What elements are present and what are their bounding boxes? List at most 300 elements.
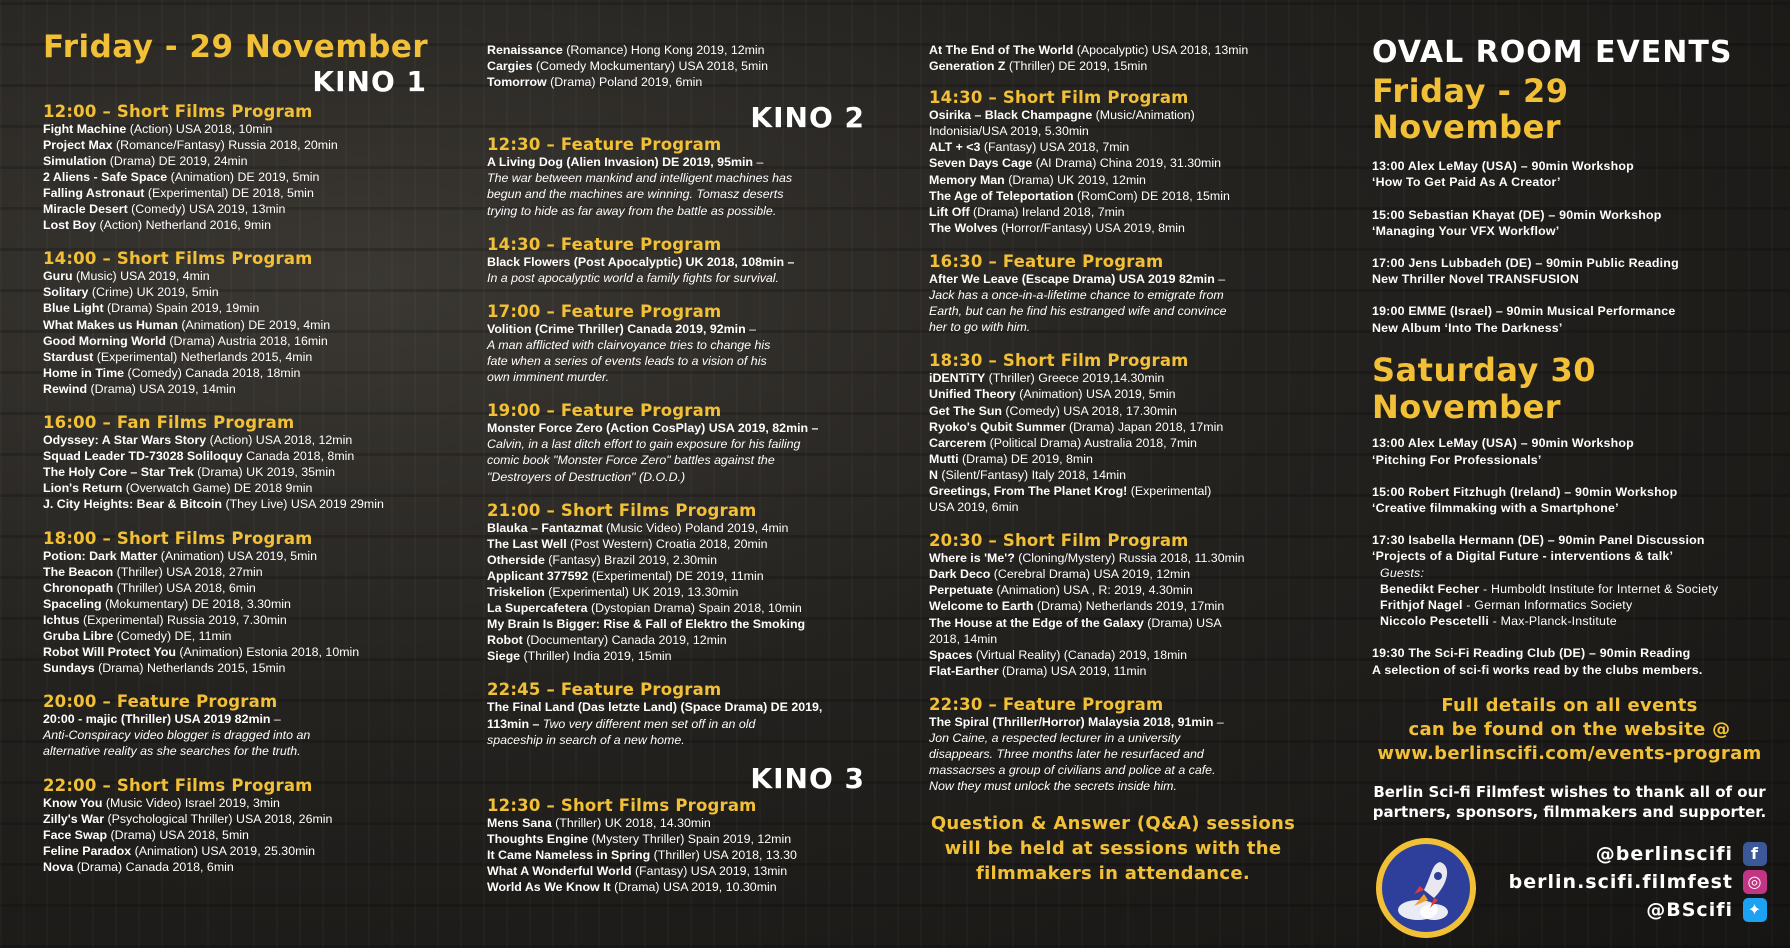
film-title: Applicant 377592 xyxy=(487,568,589,583)
film-title: Tomorrow xyxy=(487,75,547,90)
film-entry xyxy=(487,632,867,648)
oval-saturday-title: Saturday 30 November xyxy=(1372,350,1597,426)
film-synopsis: trying to hide as far away from the battle as possible. xyxy=(487,203,777,218)
event-title: ‘Pitching For Professionals’ xyxy=(1372,452,1542,467)
film-title: The Spiral (Thriller/Horror) Malaysia 2018, 91min xyxy=(929,714,1214,729)
film-title: Triskelion xyxy=(487,584,545,599)
film-synopsis: own imminent murder. xyxy=(487,370,610,385)
film-details: (Comedy) USA 2019, 13min xyxy=(127,202,286,217)
event-title: ‘Creative filmmaking with a Smartphone’ xyxy=(1372,500,1619,515)
film-entry xyxy=(43,333,433,349)
facebook-icon[interactable]: f xyxy=(1743,842,1767,866)
event-time-speaker: 19:00 EMME (Israel) – 90min Musical Performance xyxy=(1372,304,1676,319)
film-synopsis: In a post apocalyptic world a family fights for survival. xyxy=(487,270,779,285)
program-block xyxy=(43,777,433,875)
program-time-heading: 22:30 – Feature Program xyxy=(929,694,1164,714)
film-entry xyxy=(929,663,1309,679)
program-block xyxy=(487,402,867,484)
film-details: – xyxy=(270,712,281,727)
film-title: Perpetuate xyxy=(929,583,994,598)
oval-event xyxy=(1372,484,1767,516)
film-details: (Thriller) USA 2018, 27min xyxy=(113,564,263,579)
film-title: iDENTiTY xyxy=(929,371,986,386)
guests-label: Guests: xyxy=(1380,565,1425,580)
film-title: Home in Time xyxy=(43,365,125,380)
film-entry xyxy=(43,564,433,580)
film-entry xyxy=(43,217,433,233)
film-details: (Drama) USA 2019, 11min xyxy=(998,663,1147,678)
film-details: (Drama) USA xyxy=(1143,615,1222,630)
film-entry xyxy=(43,381,433,397)
film-details: (Comedy Mockumentary) USA 2018, 5min xyxy=(532,59,768,74)
film-entry xyxy=(43,317,433,333)
film-synopsis: Jon Caine, a respected lecturer in a university xyxy=(929,731,1181,745)
program-time-heading: 12:30 – Short Films Program xyxy=(487,795,757,815)
film-details: (Animation) USA , R: 2019, 4.30min xyxy=(993,583,1193,598)
film-details: (Comedy) DE, 11min xyxy=(113,628,232,643)
guest-affiliation: - German Informatics Society xyxy=(1462,597,1633,612)
film-entry xyxy=(487,420,867,436)
program-time-heading: 18:00 – Short Films Program xyxy=(43,528,313,548)
social-handle[interactable]: berlin.scifi.filmfest xyxy=(1508,870,1733,893)
film-details: (They Live) USA 2019 29min xyxy=(222,497,384,512)
film-entry xyxy=(487,600,867,616)
oval-event xyxy=(1372,303,1767,335)
film-entry xyxy=(43,811,433,827)
film-details: 2018, 14min xyxy=(929,631,998,646)
film-title: Spaceling xyxy=(43,596,102,611)
film-entry xyxy=(929,155,1309,171)
film-entry xyxy=(487,648,867,664)
guest-affiliation: - Max-Planck-Institute xyxy=(1488,614,1617,629)
film-title: Feline Paradox xyxy=(43,843,132,858)
film-details: (Fantasy) USA 2018, 7min xyxy=(980,140,1130,155)
film-details: (Thriller) USA 2018, 6min xyxy=(113,580,256,595)
event-title: ‘How To Get Paid As A Creator’ xyxy=(1372,175,1561,190)
film-title: The Age of Teleportation xyxy=(929,188,1074,203)
film-entry xyxy=(929,483,1309,499)
film-details: (Drama) Ireland 2018, 7min xyxy=(969,204,1125,219)
guest-entry xyxy=(1372,581,1767,597)
film-entry xyxy=(487,42,867,58)
film-title: Lift Off xyxy=(929,204,970,219)
film-title: The Beacon xyxy=(43,564,114,579)
social-handle-row[interactable] xyxy=(1509,870,1767,894)
film-entry xyxy=(43,284,433,300)
film-synopsis: Two very different men set off in an old xyxy=(539,716,756,731)
film-details: (Crime) UK 2019, 5min xyxy=(88,285,219,300)
film-title: Ichtus xyxy=(43,612,80,627)
program-time-heading: 16:30 – Feature Program xyxy=(929,251,1164,271)
instagram-icon[interactable]: ◎ xyxy=(1743,870,1767,894)
film-entry xyxy=(487,699,867,715)
film-entry xyxy=(929,566,1309,582)
film-title: Spaces xyxy=(929,647,973,662)
film-synopsis: begun and the machines are winning. Tomasz deserts xyxy=(487,187,784,202)
film-entry xyxy=(929,419,1309,435)
column-kino-1 xyxy=(43,30,433,892)
film-details: (Thriller) Greece 2019,14.30min xyxy=(985,371,1165,386)
guest-name: Frithjof Nagel xyxy=(1380,597,1463,612)
film-title: 113min – xyxy=(487,716,540,731)
film-title: Memory Man xyxy=(929,172,1005,187)
social-handle-row[interactable] xyxy=(1596,842,1767,866)
film-entry xyxy=(929,58,1309,74)
film-entry xyxy=(929,598,1309,614)
film-entry xyxy=(929,550,1309,566)
program-time-heading: 14:30 – Feature Program xyxy=(487,234,722,254)
guest-name: Benedikt Fecher xyxy=(1380,581,1480,596)
film-entry xyxy=(487,254,867,270)
film-title: Siege xyxy=(487,649,521,664)
film-details: Indonisia/USA 2019, 5.30min xyxy=(929,124,1089,139)
program-block xyxy=(487,303,867,385)
film-details: (Drama) Poland 2019, 6min xyxy=(546,75,703,90)
social-area xyxy=(1372,836,1767,946)
film-entry xyxy=(487,536,867,552)
film-synopsis: spaceship in search of a new home. xyxy=(487,732,685,747)
film-details: – xyxy=(753,155,764,170)
film-entry xyxy=(43,660,433,676)
film-title: Good Morning World xyxy=(43,333,166,348)
program-block xyxy=(43,530,433,677)
film-synopsis: comic book "Monster Force Zero" battles against the xyxy=(487,453,775,468)
film-title: Mutti xyxy=(929,451,959,466)
film-entry xyxy=(43,612,433,628)
social-handle[interactable]: @berlinscifi xyxy=(1595,842,1733,865)
film-title: 20:00 - majic (Thriller) USA 2019 82min xyxy=(43,712,271,727)
film-details: (Drama) Netherlands 2015, 15min xyxy=(94,661,286,676)
film-details: (Animation) USA 2019, 5min xyxy=(157,548,318,563)
film-entry xyxy=(487,863,867,879)
film-details: (Overwatch Game) DE 2018 9min xyxy=(122,481,313,496)
film-synopsis: A man afflicted with clairvoyance tries to change his xyxy=(487,337,771,352)
film-details: (Experimental) UK 2019, 13.30min xyxy=(544,584,739,599)
program-time-heading: 14:30 – Short Film Program xyxy=(929,88,1189,108)
film-entry xyxy=(929,647,1309,663)
event-time-speaker: 15:00 Sebastian Khayat (DE) – 90min Workshop xyxy=(1372,207,1662,222)
film-title: Falling Astronaut xyxy=(43,186,145,201)
film-title: The Wolves xyxy=(929,220,998,235)
column-oval-room xyxy=(1372,36,1767,946)
film-details: (Political Drama) Australia 2018, 7min xyxy=(986,435,1197,450)
event-time-speaker: 17:00 Jens Lubbadeh (DE) – 90min Public Reading xyxy=(1372,255,1679,270)
film-synopsis: fate when a series of events leads to a vision of his xyxy=(487,354,767,369)
film-title: Cargies xyxy=(487,59,533,74)
film-entry xyxy=(929,370,1309,386)
film-entry xyxy=(929,42,1309,58)
film-title: Volition (Crime Thriller) Canada 2019, 92min xyxy=(487,321,746,336)
film-details: (AI Drama) China 2019, 31.30min xyxy=(1032,156,1222,171)
film-details: (Cerebral Drama) USA 2019, 12min xyxy=(990,567,1191,582)
film-entry xyxy=(487,716,867,732)
film-entry xyxy=(487,520,867,536)
program-block xyxy=(929,352,1309,515)
event-time-speaker: 13:00 Alex LeMay (USA) – 90min Workshop xyxy=(1372,436,1634,451)
film-details: (Drama) DE 2019, 8min xyxy=(958,451,1093,466)
film-entry xyxy=(929,615,1309,631)
film-title: Face Swap xyxy=(43,827,108,842)
film-entry xyxy=(43,300,433,316)
film-title: J. City Heights: Bear & Bitcoin xyxy=(43,497,223,512)
film-title: Black Flowers (Post Apocalyptic) UK 2018, 108min – xyxy=(487,254,795,269)
website-link[interactable]: www.berlinscifi.com/events-program xyxy=(1377,742,1762,764)
oval-event xyxy=(1372,207,1767,239)
program-time-heading: 16:00 – Fan Films Program xyxy=(43,413,295,433)
film-title: Blue Light xyxy=(43,301,104,316)
kino-2-continued-list xyxy=(929,42,1309,74)
film-entry xyxy=(929,172,1309,188)
film-title: Flat-Earther xyxy=(929,663,999,678)
film-title: Get The Sun xyxy=(929,403,1002,418)
film-title: Squad Leader TD-73028 Soliloquy xyxy=(43,449,243,464)
film-entry xyxy=(487,847,867,863)
kino-2-schedule xyxy=(487,136,867,747)
social-handle-row[interactable] xyxy=(1646,898,1767,922)
kino-1-schedule xyxy=(43,103,433,875)
festival-logo xyxy=(1376,838,1476,938)
film-synopsis: The war between mankind and intelligent machines has xyxy=(487,171,793,186)
film-title: The Holy Core – Star Trek xyxy=(43,465,194,480)
program-time-heading: 12:00 – Short Films Program xyxy=(43,101,313,121)
film-title: Ryoko's Qubit Summer xyxy=(929,419,1066,434)
film-title: Miracle Desert xyxy=(43,202,128,217)
program-block xyxy=(929,696,1309,794)
program-block xyxy=(487,136,867,218)
film-entry xyxy=(43,432,433,448)
film-title: Generation Z xyxy=(929,59,1006,74)
film-title: Thoughts Engine xyxy=(487,831,589,846)
film-title: Guru xyxy=(43,269,73,284)
film-entry xyxy=(929,714,1309,730)
film-details: (Comedy) Canada 2018, 18min xyxy=(124,365,301,380)
film-details: (Action) Netherland 2016, 9min xyxy=(96,218,271,233)
film-entry xyxy=(43,480,433,496)
film-synopsis: Earth, but can he find his estranged wife and convince xyxy=(929,304,1227,319)
film-details: (Drama) USA 2018, 5min xyxy=(107,827,249,842)
film-details: (Music Video) Israel 2019, 3min xyxy=(102,795,280,810)
film-entry xyxy=(929,386,1309,402)
film-entry xyxy=(929,107,1309,123)
film-details: (Mystery Thriller) Spain 2019, 12min xyxy=(588,831,792,846)
film-title: Solitary xyxy=(43,285,89,300)
film-title: What Makes us Human xyxy=(43,317,178,332)
film-entry xyxy=(43,268,433,284)
program-time-heading: 22:45 – Feature Program xyxy=(487,680,722,700)
film-entry xyxy=(487,831,867,847)
film-entry xyxy=(929,123,1309,139)
film-title: Odyssey: A Star Wars Story xyxy=(43,433,207,448)
film-title: The House at the Edge of the Galaxy xyxy=(929,615,1144,630)
film-details: (Cloning/Mystery) Russia 2018, 11.30min xyxy=(1014,551,1245,566)
film-title: The Last Well xyxy=(487,536,567,551)
program-block xyxy=(43,693,433,759)
oval-event xyxy=(1372,255,1767,287)
film-title: Rewind xyxy=(43,381,88,396)
film-synopsis: Anti-Conspiracy video blogger is dragged into an xyxy=(43,728,311,743)
film-entry xyxy=(43,580,433,596)
film-title: It Came Nameless in Spring xyxy=(487,847,651,862)
film-details: (Music) USA 2019, 4min xyxy=(72,269,210,284)
film-title: Dark Deco xyxy=(929,567,991,582)
rocket-icon xyxy=(1382,844,1470,932)
program-block xyxy=(487,797,867,895)
event-time-speaker: 15:00 Robert Fitzhugh (Ireland) – 90min Workshop xyxy=(1372,484,1678,499)
film-entry xyxy=(929,451,1309,467)
film-details: (Drama) Spain 2019, 19min xyxy=(103,301,260,316)
oval-friday-title: Friday - 29 November xyxy=(1372,71,1569,147)
film-entry xyxy=(929,220,1309,236)
film-title: Project Max xyxy=(43,137,113,152)
film-details: (Fantasy) USA 2019, 13min xyxy=(631,864,788,878)
guest-name: Niccolo Pescetelli xyxy=(1380,614,1489,629)
film-synopsis: alternative reality as she searches for the truth. xyxy=(43,744,301,759)
saturday-events-list xyxy=(1372,435,1767,516)
film-title: Unified Theory xyxy=(929,387,1016,402)
program-block xyxy=(43,250,433,397)
column-kino-2-continued xyxy=(929,42,1309,886)
program-block xyxy=(487,681,867,747)
film-details: (Animation) USA 2019, 25.30min xyxy=(131,843,316,858)
guest-affiliation: - Humboldt Institute for Internet & Society xyxy=(1479,581,1719,596)
film-details: (Comedy) USA 2018, 17.30min xyxy=(1001,403,1177,418)
film-synopsis: "Destroyers of Destruction" (D.O.D.) xyxy=(487,469,686,484)
film-entry xyxy=(43,596,433,612)
film-entry xyxy=(43,644,433,660)
film-details: (Drama) UK 2019, 12min xyxy=(1004,172,1146,187)
program-block xyxy=(487,236,867,286)
guest-entry xyxy=(1372,613,1767,629)
program-block xyxy=(929,89,1309,236)
film-details: (Action) USA 2018, 12min xyxy=(206,433,353,448)
film-entry xyxy=(43,464,433,480)
film-details: – xyxy=(745,321,757,336)
social-handle[interactable]: @BScifi xyxy=(1646,898,1733,921)
film-title: Lost Boy xyxy=(43,218,97,233)
film-details: – xyxy=(1214,271,1226,286)
film-title: Fight Machine xyxy=(43,121,127,136)
film-synopsis: massacrses a group of civilians and police at a cafe. xyxy=(929,763,1216,778)
film-entry xyxy=(43,349,433,365)
film-title: Seven Days Cage xyxy=(929,156,1033,171)
program-block xyxy=(487,502,867,665)
film-entry xyxy=(929,403,1309,419)
film-title: Blauka – Fantazmat xyxy=(487,520,603,535)
event-time-speaker: 13:00 Alex LeMay (USA) – 90min Workshop xyxy=(1372,159,1634,174)
event-title: New Album ‘Into The Darkness’ xyxy=(1372,320,1563,335)
film-details: (Drama) USA 2019, 14min xyxy=(87,381,236,396)
film-entry xyxy=(43,153,433,169)
friday-events-list xyxy=(1372,158,1767,336)
program-time-heading: 20:00 – Feature Program xyxy=(43,692,278,712)
film-entry xyxy=(43,185,433,201)
qa-notice: Question & Answer (Q&A) sessions will be held at sessions with the filmmakers in attendance. xyxy=(930,813,1296,885)
film-entry xyxy=(43,121,433,137)
film-title: Potion: Dark Matter xyxy=(43,548,158,563)
film-title: My Brain Is Bigger: Rise & Fall of Elektro the Smoking xyxy=(487,617,806,632)
film-details: (Experimental) DE 2019, 11min xyxy=(588,568,764,583)
guests-list xyxy=(1372,581,1767,630)
film-details: (Animation) DE 2019, 4min xyxy=(177,317,331,332)
film-details: (Music/Animation) xyxy=(1092,108,1195,123)
film-details: (Drama) Canada 2018, 6min xyxy=(73,859,234,874)
oval-event xyxy=(1372,435,1767,467)
film-title: Welcome to Earth xyxy=(929,599,1034,614)
film-title: At The End of The World xyxy=(929,43,1074,57)
day-title-friday: Friday - 29 November xyxy=(43,29,429,65)
film-details: (Silent/Fantasy) Italy 2018, 14min xyxy=(937,467,1126,482)
film-entry xyxy=(929,139,1309,155)
film-entry xyxy=(43,628,433,644)
film-details: (Horror/Fantasy) USA 2019, 8min xyxy=(997,220,1185,235)
film-details: (Thriller) India 2019, 15min xyxy=(520,649,672,664)
film-title: Sundays xyxy=(43,661,95,676)
film-title: Chronopath xyxy=(43,580,114,595)
film-title: Nova xyxy=(43,859,74,874)
program-time-heading: 19:00 – Feature Program xyxy=(487,401,722,421)
film-title: Renaissance xyxy=(487,43,563,57)
program-time-heading: 12:30 – Feature Program xyxy=(487,135,722,155)
film-details: (Psychological Thriller) USA 2018, 26min xyxy=(104,811,333,826)
film-details: Canada 2018, 8min xyxy=(242,449,355,464)
oval-room-heading: OVAL ROOM EVENTS xyxy=(1372,35,1733,70)
film-title: World As We Know It xyxy=(487,880,611,895)
kino-3-schedule xyxy=(487,797,867,895)
program-time-heading: 14:00 – Short Films Program xyxy=(43,249,313,269)
film-title: Carcerem xyxy=(929,435,987,450)
film-details: (Experimental) xyxy=(1127,483,1212,498)
film-title: La Supercafetera xyxy=(487,601,588,616)
film-details: (Romance) Hong Kong 2019, 12min xyxy=(562,43,765,57)
film-entry xyxy=(929,582,1309,598)
film-entry xyxy=(43,843,433,859)
film-entry xyxy=(43,711,433,727)
film-entry xyxy=(929,467,1309,483)
column-kino-2 xyxy=(487,42,867,912)
film-entry xyxy=(929,188,1309,204)
film-entry xyxy=(487,584,867,600)
film-entry xyxy=(487,616,867,632)
film-entry xyxy=(43,548,433,564)
film-synopsis: her to go with him. xyxy=(929,320,1031,335)
film-entry xyxy=(487,321,867,337)
film-title: N xyxy=(929,467,938,482)
film-details: (Drama) UK 2019, 35min xyxy=(193,465,335,480)
film-details: (Animation) DE 2019, 5min xyxy=(167,169,320,184)
film-title: A Living Dog (Alien Invasion) DE 2019, 95min xyxy=(487,155,753,170)
program-time-heading: 20:30 – Short Film Program xyxy=(929,531,1189,551)
film-title: Know You xyxy=(43,795,103,810)
film-entry xyxy=(929,499,1309,515)
film-title: Stardust xyxy=(43,349,94,364)
film-details: (Experimental) DE 2018, 5min xyxy=(144,186,314,201)
film-title: Simulation xyxy=(43,153,107,168)
program-block xyxy=(929,532,1309,679)
film-details: (Post Western) Croatia 2018, 20min xyxy=(566,536,768,551)
twitter-icon[interactable]: ✦ xyxy=(1743,898,1767,922)
film-details: (Drama) Japan 2018, 17min xyxy=(1065,419,1224,434)
film-title: Robot xyxy=(487,633,523,648)
film-entry xyxy=(43,859,433,875)
film-details: (Action) USA 2018, 10min xyxy=(126,121,273,136)
film-details: (Drama) Netherlands 2019, 17min xyxy=(1033,599,1225,614)
film-entry xyxy=(487,815,867,831)
panel-event: 17:30 Isabella Hermann (DE) – 90min Panel Discussion ‘Projects of a Digital Future - interventions & talk’ Guests: Benedikt Fecher - Humboldt Institute for Internet & Society Frithjof Nagel - German Informatics Society Niccolo Pescetelli - Max-Planck-Institute xyxy=(1372,532,1767,629)
program-block xyxy=(43,414,433,512)
film-entry xyxy=(43,496,433,512)
program-time-heading: 21:00 – Short Films Program xyxy=(487,500,757,520)
film-details: (Apocalyptic) USA 2018, 13min xyxy=(1073,43,1249,57)
